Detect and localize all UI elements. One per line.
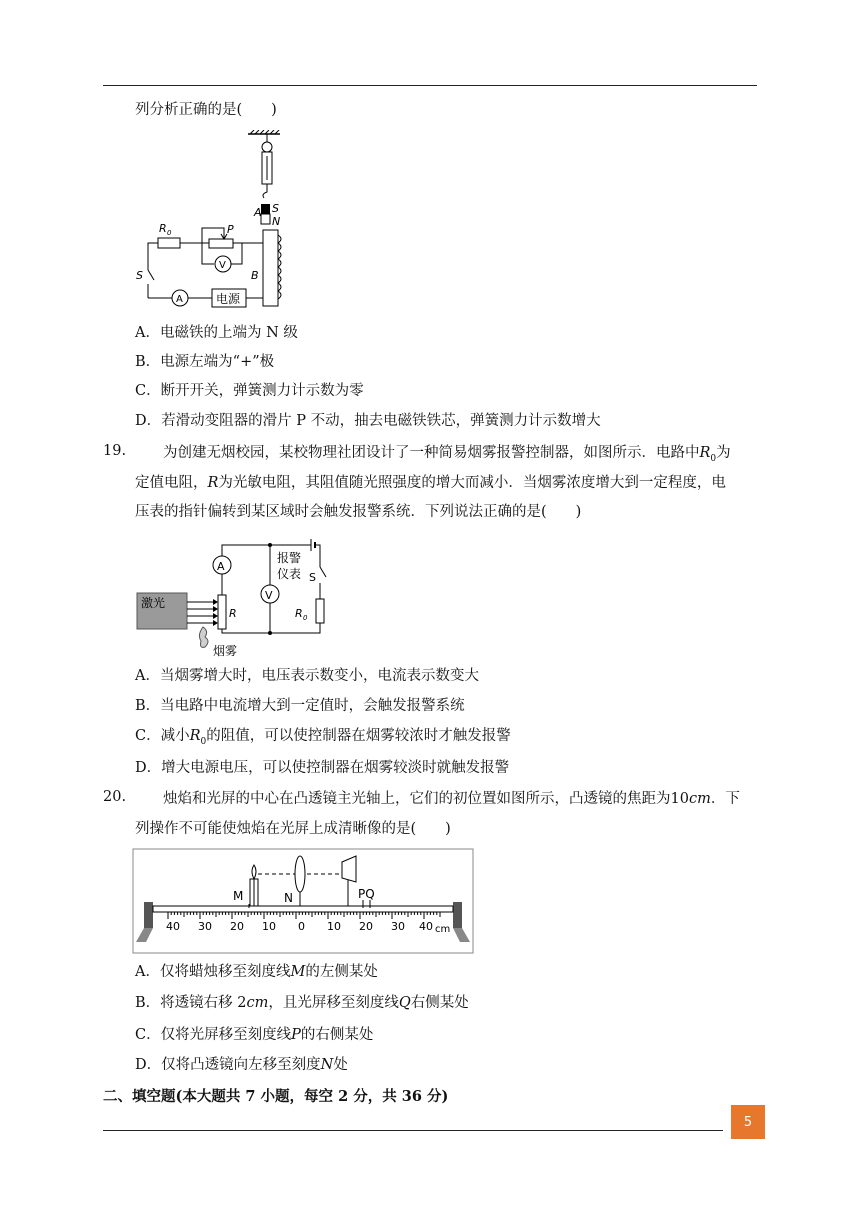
q19-laser-label: 激光	[141, 596, 166, 610]
marker-pq: PQ	[358, 887, 375, 901]
q19-r0-label: R	[295, 607, 303, 620]
q19-option-c: C．减小$R_0$的阻值，可以使控制器在烟雾较浓时才触发报警	[135, 728, 511, 747]
q20-stem-line1: 烛焰和光屏的中心在凸透镜主光轴上，它们的初位置如图所示，凸透镜的焦距为10cm．下	[163, 791, 740, 807]
q19-voltmeter-label: V	[265, 589, 273, 602]
svg-text:0: 0	[303, 614, 308, 622]
header-rule	[103, 85, 757, 86]
q18-label-a: A	[254, 206, 262, 219]
q19-ammeter-label: A	[217, 560, 225, 573]
q18-label-b: B	[251, 269, 259, 282]
q20-stem-line2: 列操作不可能使烛焰在光屏上成清晰像的是( )	[135, 821, 451, 837]
tick-label: 40	[166, 920, 180, 933]
q18-label-p: P	[227, 223, 234, 236]
q19-stem-line1: 为创建无烟校园，某校物理社团设计了一种简易烟雾报警控制器，如图所示．电路中$R_0$为	[163, 445, 731, 464]
tick-label: 20	[230, 920, 244, 933]
page-number: 5	[731, 1105, 765, 1139]
q18-circuit-figure	[130, 130, 305, 315]
q18-voltmeter-label: V	[219, 260, 226, 271]
q18-option-c: C．断开开关，弹簧测力计示数为零	[135, 383, 364, 399]
tick-label: 20	[359, 920, 373, 933]
q20-option-a: A．仅将蜡烛移至刻度线M的左侧某处	[135, 964, 378, 980]
q20-option-c: C．仅将光屏移至刻度线P的右侧某处	[135, 1027, 374, 1043]
marker-n: N	[284, 891, 293, 905]
tick-label: 30	[198, 920, 212, 933]
q18-label-s-switch: S	[136, 269, 143, 282]
q18-option-b: B．电源左端为“+”极	[135, 354, 275, 370]
tick-label: 30	[391, 920, 405, 933]
q19-option-a: A．当烟雾增大时，电压表示数变小，电流表示数变大	[135, 668, 479, 684]
q19-smoke-label: 烟雾	[213, 644, 238, 658]
q18-ammeter-label: A	[176, 294, 183, 305]
q18-power-label: 电源	[216, 292, 241, 306]
q19-r-label: R	[229, 607, 237, 620]
q19-option-b: B．当电路中电流增大到一定值时，会触发报警系统	[135, 698, 465, 714]
section-2-heading: 二、填空题(本大题共 7 小题，每空 2 分，共 36 分)	[103, 1088, 449, 1105]
tick-label: 40	[419, 920, 433, 933]
q19-stem-line3: 压表的指针偏转到某区域时会触发报警系统．下列说法正确的是( )	[135, 504, 582, 520]
tick-label: 10	[262, 920, 276, 933]
q18-label-s-pole: S	[272, 202, 279, 215]
q20-optical-bench-figure	[132, 848, 474, 954]
q19-alarm-label-1: 报警	[277, 551, 302, 565]
svg-text:0: 0	[167, 229, 172, 237]
q19-option-d: D．增大电源电压，可以使控制器在烟雾较淡时就触发报警	[135, 760, 510, 776]
ruler-unit: cm	[435, 924, 451, 935]
q18-label-n-pole: N	[272, 215, 281, 228]
q18-intro-tail: 列分析正确的是( )	[135, 102, 277, 118]
q19-alarm-label-2: 仪表	[277, 567, 302, 581]
tick-label: 0	[298, 920, 305, 933]
q19-circuit-figure	[133, 535, 338, 660]
q18-option-d: D．若滑动变阻器的滑片 P 不动，抽去电磁铁铁芯，弹簧测力计示数增大	[135, 413, 601, 429]
q20-option-b: B．将透镜右移 2cm，且光屏移至刻度线Q右侧某处	[135, 995, 469, 1011]
q19-stem-line2: 定值电阻，R为光敏电阻，其阻值随光照强度的增大而减小．当烟雾浓度增大到一定程度，电	[135, 475, 726, 491]
q20-option-d: D．仅将凸透镜向左移至刻度N处	[135, 1057, 348, 1073]
q20-number: 20.	[103, 789, 127, 805]
q19-number: 19.	[103, 443, 127, 459]
q18-label-r0: R	[159, 222, 167, 235]
q19-switch-label: S	[309, 571, 316, 584]
marker-m: M	[233, 889, 244, 903]
q18-option-a: A．电磁铁的上端为 N 级	[135, 325, 298, 341]
tick-label: 10	[327, 920, 341, 933]
footer-rule	[103, 1130, 723, 1131]
